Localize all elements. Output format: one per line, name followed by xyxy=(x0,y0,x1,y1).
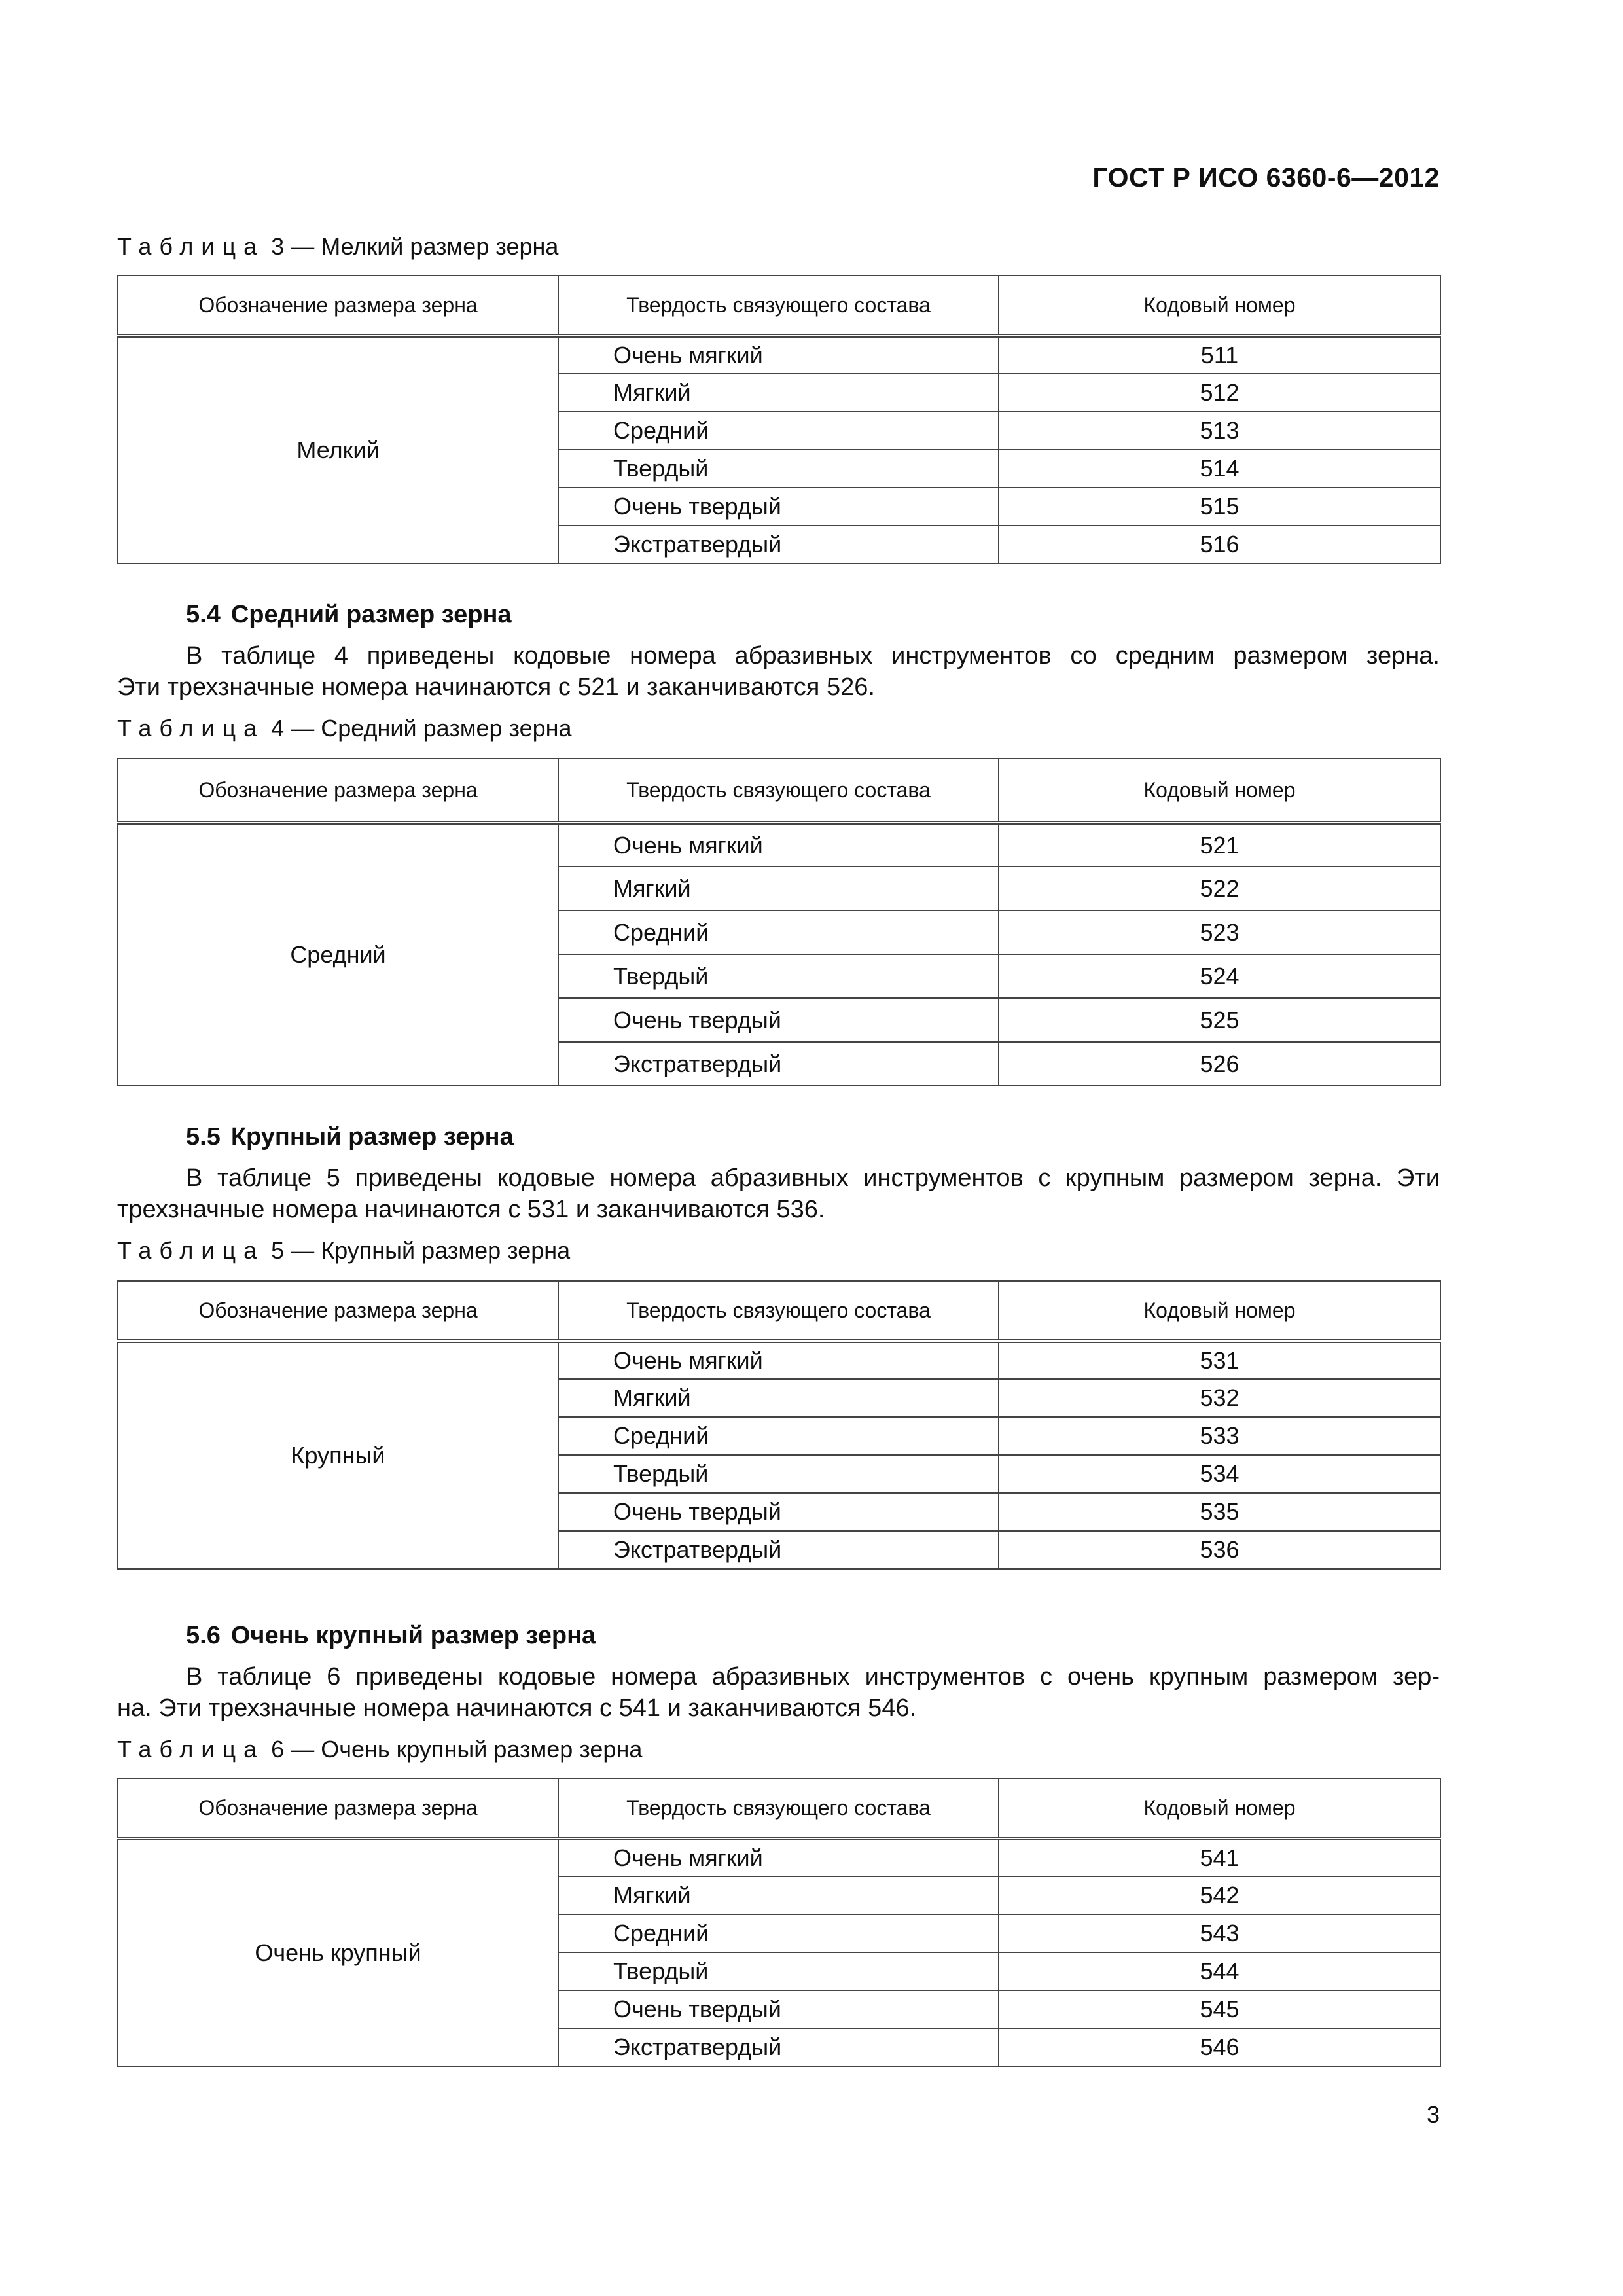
column-header-hardness: Твердость связующего состава xyxy=(558,1778,999,1839)
code-cell: 531 xyxy=(999,1341,1440,1379)
hardness-cell: Очень мягкий xyxy=(558,1341,999,1379)
table-medium-grain xyxy=(117,758,1441,1086)
code-cell: 521 xyxy=(999,823,1440,867)
column-header-grain-size: Обозначение размера зерна xyxy=(118,276,558,336)
column-header-grain-size: Обозначение размера зерна xyxy=(118,1778,558,1839)
column-header-code: Кодовый номер xyxy=(999,1281,1440,1341)
hardness-cell: Мягкий xyxy=(558,1876,999,1914)
code-cell: 514 xyxy=(999,450,1440,488)
code-cell: 513 xyxy=(999,412,1440,450)
section-title: Очень крупный размер зерна xyxy=(230,1622,596,1649)
caption-number: 5 xyxy=(271,1237,285,1264)
code-cell: 542 xyxy=(999,1876,1440,1914)
page-number: 3 xyxy=(1426,2101,1440,2128)
code-cell: 536 xyxy=(999,1531,1440,1569)
section-number: 5.6 xyxy=(186,1622,221,1649)
code-cell: 511 xyxy=(999,336,1440,374)
table-very-coarse-grain xyxy=(117,1778,1441,2067)
table-caption xyxy=(117,233,558,260)
paragraph-line: В таблице 5 приведены кодовые номера абразивных инструментов с крупным размером зерна. Эти xyxy=(186,1164,1440,1192)
hardness-cell: Очень твердый xyxy=(558,488,999,526)
grain-size-cell: Средний xyxy=(118,823,558,1086)
hardness-cell: Очень твердый xyxy=(558,1990,999,2028)
code-cell: 533 xyxy=(999,1417,1440,1455)
code-cell: 512 xyxy=(999,374,1440,412)
section-title: Средний размер зерна xyxy=(230,601,512,628)
hardness-cell: Очень твердый xyxy=(558,998,999,1042)
hardness-cell: Мягкий xyxy=(558,374,999,412)
table-caption xyxy=(117,1237,570,1265)
hardness-cell: Твердый xyxy=(558,954,999,998)
hardness-cell: Экстратвердый xyxy=(558,2028,999,2066)
paragraph-line: Эти трехзначные номера начинаются с 521 и заканчиваются 526. xyxy=(117,673,875,701)
table-fine-grain xyxy=(117,275,1441,564)
column-header-code: Кодовый номер xyxy=(999,759,1440,823)
table-caption xyxy=(117,1736,642,1763)
hardness-cell: Мягкий xyxy=(558,1379,999,1417)
table-row xyxy=(118,1839,1440,1876)
caption-prefix: Таблица xyxy=(117,1237,265,1264)
caption-title: — Крупный размер зерна xyxy=(291,1237,571,1264)
code-cell: 523 xyxy=(999,910,1440,954)
section-paragraph xyxy=(117,1162,1440,1225)
paragraph-line: В таблице 4 приведены кодовые номера абразивных инструментов со средним размером зерна. xyxy=(186,642,1440,670)
grain-size-cell: Мелкий xyxy=(118,336,558,564)
code-cell: 543 xyxy=(999,1914,1440,1952)
section-heading xyxy=(186,601,512,629)
hardness-cell: Очень твердый xyxy=(558,1493,999,1531)
hardness-cell: Средний xyxy=(558,1914,999,1952)
hardness-cell: Средний xyxy=(558,1417,999,1455)
section-number: 5.5 xyxy=(186,1123,221,1151)
caption-number: 6 xyxy=(271,1736,285,1763)
section-heading xyxy=(186,1123,514,1151)
caption-prefix: Таблица xyxy=(117,233,265,260)
hardness-cell: Очень мягкий xyxy=(558,336,999,374)
hardness-cell: Экстратвердый xyxy=(558,526,999,564)
code-cell: 545 xyxy=(999,1990,1440,2028)
grain-size-cell: Очень крупный xyxy=(118,1839,558,2066)
hardness-cell: Твердый xyxy=(558,1952,999,1990)
paragraph-line: на. Эти трехзначные номера начинаются с 541 и заканчиваются 546. xyxy=(117,1695,917,1722)
table-row xyxy=(118,823,1440,867)
hardness-cell: Твердый xyxy=(558,450,999,488)
code-cell: 534 xyxy=(999,1455,1440,1493)
column-header-hardness: Твердость связующего состава xyxy=(558,759,999,823)
table-row xyxy=(118,1341,1440,1379)
code-cell: 524 xyxy=(999,954,1440,998)
code-cell: 516 xyxy=(999,526,1440,564)
grain-size-cell: Крупный xyxy=(118,1341,558,1569)
code-cell: 526 xyxy=(999,1042,1440,1086)
section-heading xyxy=(186,1622,596,1650)
column-header-code: Кодовый номер xyxy=(999,1778,1440,1839)
caption-prefix: Таблица xyxy=(117,1736,265,1763)
caption-prefix: Таблица xyxy=(117,715,265,742)
hardness-cell: Экстратвердый xyxy=(558,1531,999,1569)
hardness-cell: Средний xyxy=(558,412,999,450)
table-caption xyxy=(117,715,572,742)
caption-number: 3 xyxy=(271,233,285,260)
caption-title: — Средний размер зерна xyxy=(291,715,572,742)
hardness-cell: Мягкий xyxy=(558,867,999,910)
caption-title: — Очень крупный размер зерна xyxy=(291,1736,643,1763)
section-number: 5.4 xyxy=(186,601,221,628)
section-paragraph xyxy=(117,640,1440,703)
code-cell: 544 xyxy=(999,1952,1440,1990)
paragraph-line: трехзначные номера начинаются с 531 и заканчиваются 536. xyxy=(117,1196,825,1223)
hardness-cell: Очень мягкий xyxy=(558,823,999,867)
table-row xyxy=(118,336,1440,374)
column-header-code: Кодовый номер xyxy=(999,276,1440,336)
column-header-hardness: Твердость связующего состава xyxy=(558,1281,999,1341)
code-cell: 546 xyxy=(999,2028,1440,2066)
caption-number: 4 xyxy=(271,715,285,742)
column-header-hardness: Твердость связующего состава xyxy=(558,276,999,336)
code-cell: 522 xyxy=(999,867,1440,910)
hardness-cell: Очень мягкий xyxy=(558,1839,999,1876)
code-cell: 541 xyxy=(999,1839,1440,1876)
caption-title: — Мелкий размер зерна xyxy=(291,233,559,260)
hardness-cell: Экстратвердый xyxy=(558,1042,999,1086)
hardness-cell: Средний xyxy=(558,910,999,954)
table-coarse-grain xyxy=(117,1280,1441,1570)
document-code: ГОСТ Р ИСО 6360-6—2012 xyxy=(1092,162,1440,192)
code-cell: 515 xyxy=(999,488,1440,526)
code-cell: 532 xyxy=(999,1379,1440,1417)
code-cell: 535 xyxy=(999,1493,1440,1531)
section-paragraph xyxy=(117,1661,1440,1724)
paragraph-line: В таблице 6 приведены кодовые номера абразивных инструментов с очень крупным размером зер- xyxy=(186,1663,1440,1691)
column-header-grain-size: Обозначение размера зерна xyxy=(118,1281,558,1341)
hardness-cell: Твердый xyxy=(558,1455,999,1493)
section-title: Крупный размер зерна xyxy=(230,1123,514,1151)
code-cell: 525 xyxy=(999,998,1440,1042)
column-header-grain-size: Обозначение размера зерна xyxy=(118,759,558,823)
